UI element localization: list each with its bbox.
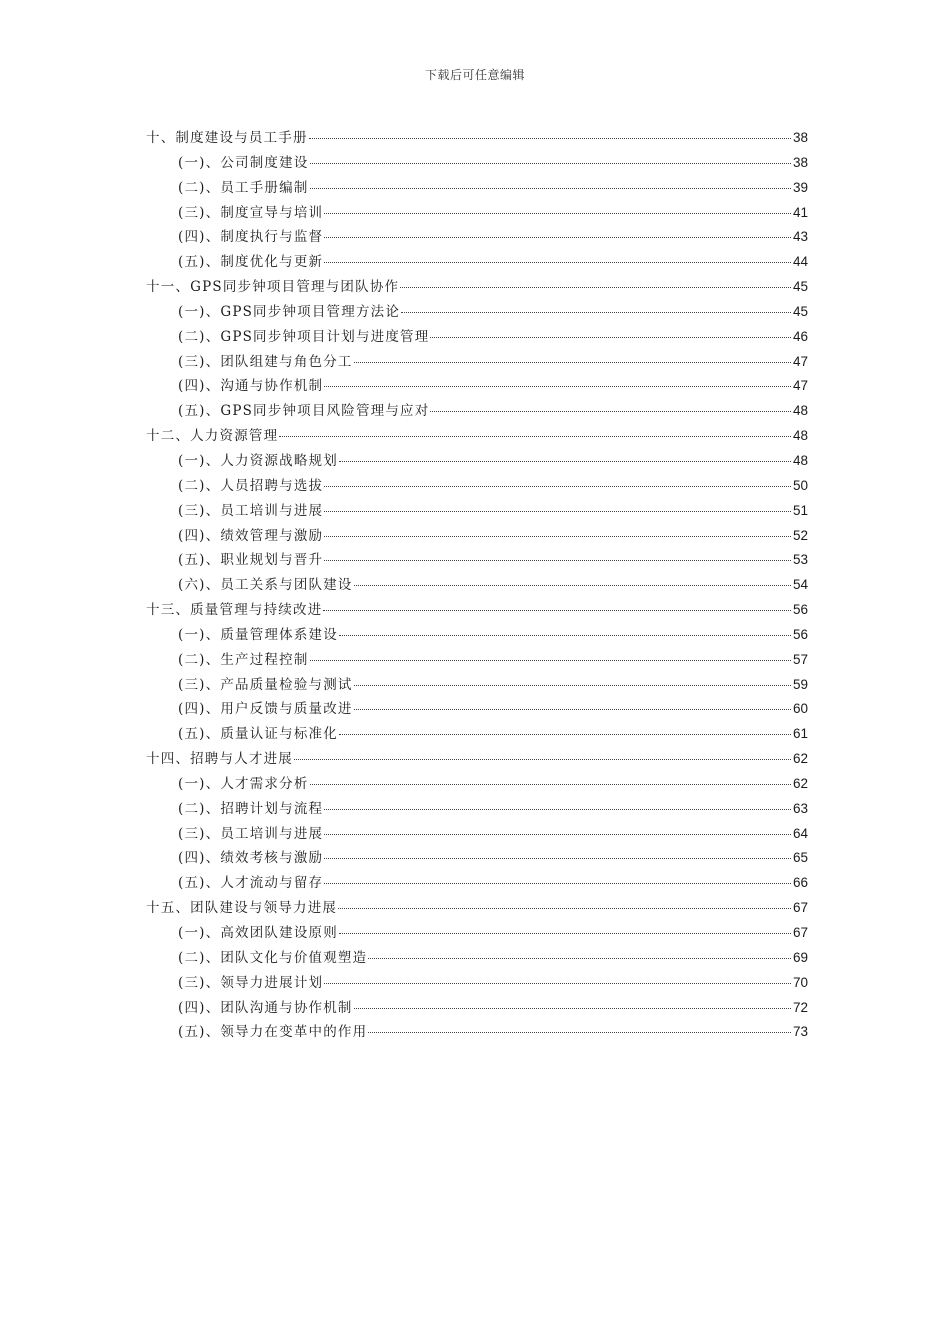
toc-page-number: 41 <box>792 204 808 220</box>
toc-entry-title: (二)、员工手册编制 <box>178 179 309 196</box>
toc-dot-leader <box>354 585 791 586</box>
toc-dot-leader <box>310 188 791 189</box>
toc-dot-leader <box>324 883 791 884</box>
toc-section-entry[interactable] <box>146 548 808 573</box>
toc-dot-leader <box>310 660 791 661</box>
toc-dot-leader <box>324 213 791 214</box>
toc-page-number: 64 <box>792 825 808 841</box>
toc-page-number: 56 <box>792 626 808 642</box>
toc-page-number: 54 <box>792 577 808 593</box>
toc-section-entry[interactable] <box>146 996 808 1021</box>
toc-dot-leader <box>430 411 791 412</box>
toc-section-entry[interactable] <box>146 573 808 598</box>
toc-dot-leader <box>324 983 791 984</box>
toc-dot-leader <box>324 386 791 387</box>
toc-entry-title: 十二、人力资源管理 <box>146 428 279 445</box>
toc-entry-title: (五)、职业规划与晋升 <box>178 552 324 569</box>
toc-page-number: 47 <box>792 378 808 394</box>
toc-chapter-entry[interactable] <box>146 598 808 623</box>
toc-section-entry[interactable] <box>146 250 808 275</box>
toc-page-number: 62 <box>792 751 808 767</box>
toc-section-entry[interactable] <box>146 225 808 250</box>
toc-page-number: 48 <box>792 403 808 419</box>
toc-chapter-entry[interactable] <box>146 275 808 300</box>
toc-dot-leader <box>339 933 791 934</box>
toc-section-entry[interactable] <box>146 474 808 499</box>
toc-section-entry[interactable] <box>146 201 808 226</box>
toc-section-entry[interactable] <box>146 374 808 399</box>
toc-page-number: 50 <box>792 477 808 493</box>
toc-entry-title: (五)、领导力在变革中的作用 <box>178 1024 368 1041</box>
toc-entry-title: (四)、绩效管理与激励 <box>178 527 324 544</box>
toc-page-number: 63 <box>792 800 808 816</box>
toc-entry-title: (二)、GPS同步钟项目计划与进度管理 <box>178 328 430 345</box>
toc-dot-leader <box>324 834 791 835</box>
toc-page-number: 57 <box>792 651 808 667</box>
page-header-note: 下载后可任意编辑 <box>424 68 525 82</box>
toc-entry-title: (一)、公司制度建设 <box>178 154 309 171</box>
toc-entry-title: (二)、人员招聘与选拔 <box>178 477 324 494</box>
toc-dot-leader <box>310 784 791 785</box>
toc-page-number: 46 <box>792 328 808 344</box>
toc-section-entry[interactable] <box>146 921 808 946</box>
toc-chapter-entry[interactable] <box>146 126 808 151</box>
toc-dot-leader <box>324 560 791 561</box>
toc-dot-leader <box>354 362 791 363</box>
toc-dot-leader <box>368 1032 791 1033</box>
toc-page-number: 47 <box>792 353 808 369</box>
toc-dot-leader <box>324 858 791 859</box>
toc-dot-leader <box>339 734 791 735</box>
toc-section-entry[interactable] <box>146 673 808 698</box>
toc-page-number: 56 <box>792 602 808 618</box>
toc-entry-title: (一)、质量管理体系建设 <box>178 626 338 643</box>
toc-entry-title: 十、制度建设与员工手册 <box>146 130 308 146</box>
toc-entry-title: (四)、绩效考核与激励 <box>178 850 324 867</box>
toc-section-entry[interactable] <box>146 797 808 822</box>
toc-entry-title: (五)、GPS同步钟项目风险管理与应对 <box>178 403 430 420</box>
toc-dot-leader <box>430 337 791 338</box>
toc-dot-leader <box>354 1008 791 1009</box>
toc-entry-title: (二)、生产过程控制 <box>178 651 309 668</box>
toc-section-entry[interactable] <box>146 524 808 549</box>
toc-page-number: 48 <box>792 428 808 444</box>
toc-entry-title: (四)、沟通与协作机制 <box>178 378 324 395</box>
toc-page-number: 62 <box>792 775 808 791</box>
toc-page-number: 70 <box>792 974 808 990</box>
toc-dot-leader <box>339 635 791 636</box>
toc-entry-title: (二)、团队文化与价值观塑造 <box>178 949 368 966</box>
toc-entry-title: (三)、制度宣导与培训 <box>178 204 324 221</box>
toc-page-number: 51 <box>792 502 808 518</box>
toc-section-entry[interactable] <box>146 325 808 350</box>
toc-entry-title: 十五、团队建设与领导力进展 <box>146 900 338 917</box>
toc-dot-leader <box>309 138 791 139</box>
toc-dot-leader <box>324 486 791 487</box>
toc-section-entry[interactable] <box>146 1020 808 1045</box>
toc-section-entry[interactable] <box>146 176 808 201</box>
toc-entry-title: (三)、团队组建与角色分工 <box>178 353 353 370</box>
toc-dot-leader <box>354 685 791 686</box>
toc-page-number: 67 <box>792 900 808 916</box>
toc-entry-title: (五)、人才流动与留存 <box>178 875 324 892</box>
toc-entry-title: (四)、用户反馈与质量改进 <box>178 701 353 718</box>
toc-section-entry[interactable] <box>146 623 808 648</box>
toc-page-number: 48 <box>792 452 808 468</box>
toc-page-number: 66 <box>792 875 808 891</box>
toc-page-number: 73 <box>792 1024 808 1040</box>
toc-chapter-entry[interactable] <box>146 424 808 449</box>
toc-page-number: 69 <box>792 949 808 965</box>
toc-entry-title: (三)、员工培训与进展 <box>178 825 324 842</box>
toc-section-entry[interactable] <box>146 772 808 797</box>
toc-page-number: 72 <box>792 999 808 1015</box>
toc-entry-title: (五)、质量认证与标准化 <box>178 726 338 743</box>
toc-entry-title: (二)、招聘计划与流程 <box>178 800 324 817</box>
toc-dot-leader <box>339 461 791 462</box>
toc-dot-leader <box>294 759 791 760</box>
toc-dot-leader <box>323 610 791 611</box>
toc-entry-title: (三)、产品质量检验与测试 <box>178 676 353 693</box>
toc-page-number: 38 <box>792 130 808 145</box>
toc-page-number: 38 <box>792 154 808 170</box>
toc-entry-title: (四)、制度执行与监督 <box>178 229 324 246</box>
toc-entry-title: (五)、制度优化与更新 <box>178 254 324 271</box>
toc-chapter-entry[interactable] <box>146 747 808 772</box>
toc-entry-title: (三)、员工培训与进展 <box>178 502 324 519</box>
toc-page-number: 52 <box>792 527 808 543</box>
toc-dot-leader <box>368 958 791 959</box>
toc-section-entry[interactable] <box>146 971 808 996</box>
toc-entry-title: (一)、高效团队建设原则 <box>178 925 338 941</box>
toc-page-number: 44 <box>792 254 808 270</box>
toc-section-entry[interactable] <box>146 697 808 722</box>
toc-dot-leader <box>324 809 791 810</box>
toc-entry-title: (一)、人才需求分析 <box>178 775 309 792</box>
toc-page-number: 45 <box>792 279 808 295</box>
toc-page-number: 65 <box>792 850 808 866</box>
toc-entry-title: 十一、GPS同步钟项目管理与团队协作 <box>146 279 400 296</box>
toc-page-number: 53 <box>792 552 808 568</box>
toc-section-entry[interactable] <box>146 722 808 747</box>
toc-section-entry[interactable] <box>146 350 808 375</box>
toc-dot-leader <box>354 709 791 710</box>
toc-chapter-entry[interactable] <box>146 896 808 921</box>
toc-dot-leader <box>279 436 791 437</box>
toc-entry-title: (一)、GPS同步钟项目管理方法论 <box>178 303 401 320</box>
toc-section-entry[interactable] <box>146 151 808 176</box>
toc-dot-leader <box>324 536 791 537</box>
toc-section-entry[interactable] <box>146 846 808 871</box>
toc-dot-leader <box>324 511 791 512</box>
toc-page-number: 43 <box>792 229 808 245</box>
toc-section-entry[interactable] <box>146 300 808 325</box>
table-of-contents <box>146 126 808 1045</box>
toc-entry-title: (六)、员工关系与团队建设 <box>178 577 353 594</box>
toc-dot-leader <box>400 287 791 288</box>
toc-entry-title: (四)、团队沟通与协作机制 <box>178 999 353 1016</box>
toc-section-entry[interactable] <box>146 946 808 971</box>
toc-page-number: 67 <box>792 925 808 940</box>
toc-page-number: 60 <box>792 701 808 717</box>
toc-dot-leader <box>401 312 791 313</box>
toc-page-number: 61 <box>792 726 808 742</box>
toc-section-entry[interactable] <box>146 822 808 847</box>
toc-entry-title: (三)、领导力进展计划 <box>178 974 324 991</box>
toc-entry-title: 十三、质量管理与持续改进 <box>146 602 323 619</box>
toc-dot-leader <box>310 163 791 164</box>
toc-page-number: 45 <box>792 303 808 319</box>
toc-section-entry[interactable] <box>146 499 808 524</box>
toc-entry-title: (一)、人力资源战略规划 <box>178 452 338 469</box>
toc-entry-title: 十四、招聘与人才进展 <box>146 751 293 768</box>
toc-section-entry[interactable] <box>146 648 808 673</box>
toc-section-entry[interactable] <box>146 871 808 896</box>
toc-section-entry[interactable] <box>146 449 808 474</box>
toc-section-entry[interactable] <box>146 399 808 424</box>
toc-dot-leader <box>324 262 791 263</box>
toc-page-number: 59 <box>792 676 808 692</box>
toc-dot-leader <box>338 908 791 909</box>
toc-dot-leader <box>324 237 791 238</box>
toc-page-number: 39 <box>792 179 808 195</box>
